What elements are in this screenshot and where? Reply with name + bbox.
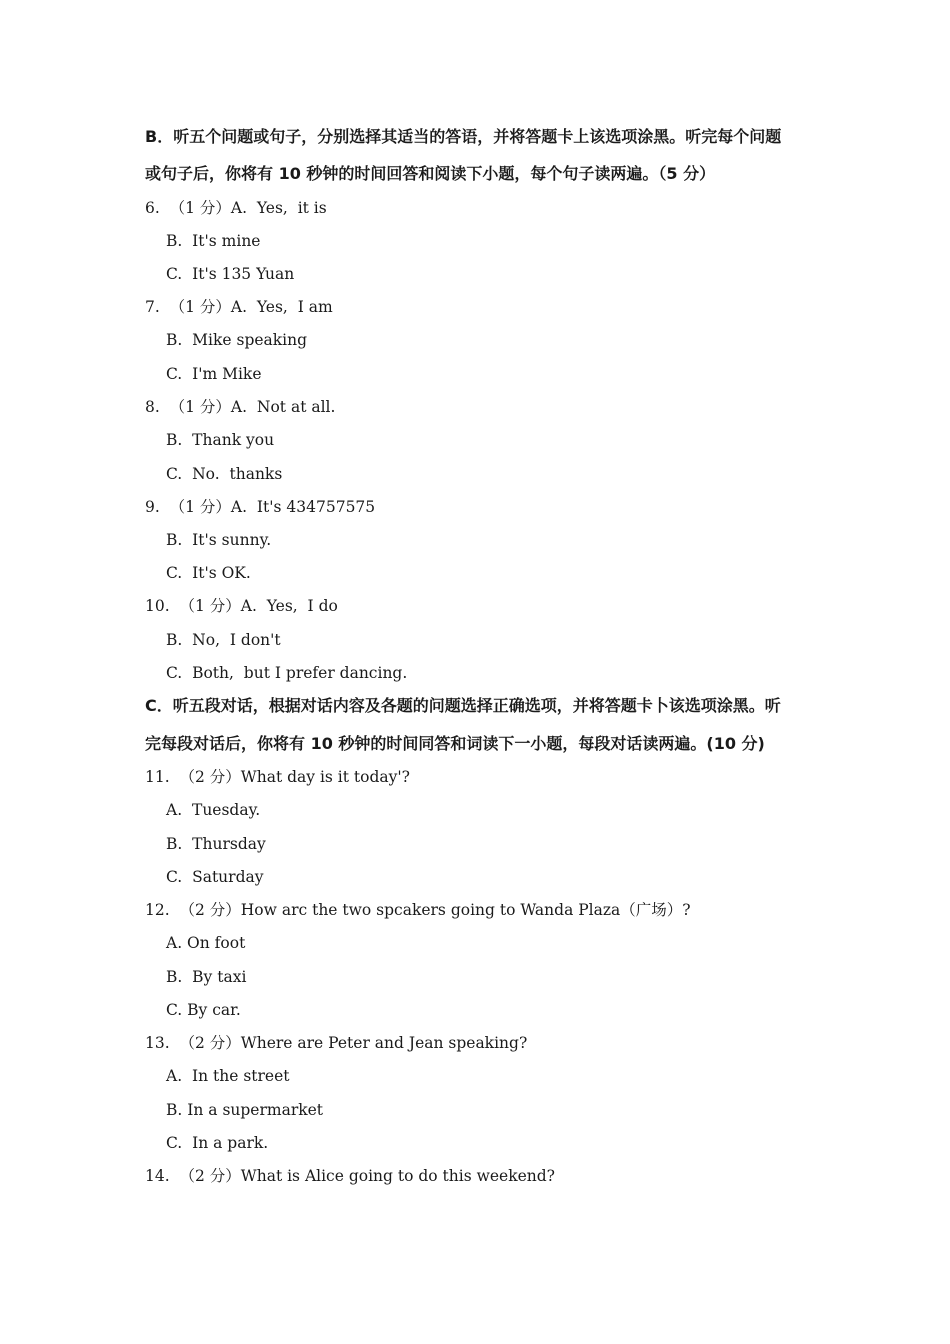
question-9-stem: 9. （1 分）A. It's 434757575 <box>145 498 376 516</box>
question-11-option-b: B. Thursday <box>166 835 266 853</box>
question-7-option-b: B. Mike speaking <box>166 331 308 349</box>
question-12-stem: 12. （2 分）How arc the two spcakers going to Wanda Plaza（广场）? <box>145 901 691 919</box>
question-8-stem: 8. （1 分）A. Not at all. <box>145 398 336 416</box>
question-6-option-b: B. It's mine <box>166 232 261 250</box>
question-13-option-b: B. In a supermarket <box>166 1101 324 1119</box>
question-8-option-c: C. No. thanks <box>166 465 283 483</box>
question-11-option-c: C. Saturday <box>166 868 264 886</box>
question-9-option-c: C. It's OK. <box>166 564 251 582</box>
question-6-stem: 6. （1 分）A. Yes, it is <box>145 199 327 217</box>
question-13-option-c: C. In a park. <box>166 1134 269 1152</box>
question-13-option-a: A. In the street <box>166 1067 290 1085</box>
question-10-option-c: C. Both, but I prefer dancing. <box>166 664 408 682</box>
question-12-option-a: A. On foot <box>166 934 246 952</box>
question-10-stem: 10. （1 分）A. Yes, I do <box>145 597 338 615</box>
question-11-stem: 11. （2 分）What day is it today'? <box>145 768 410 786</box>
question-7-stem: 7. （1 分）A. Yes, I am <box>145 298 333 316</box>
question-12-option-b: B. By taxi <box>166 968 247 986</box>
question-8-option-b: B. Thank you <box>166 431 275 449</box>
question-13-stem: 13. （2 分）Where are Peter and Jean speaking? <box>145 1034 528 1052</box>
question-10-option-b: B. No, I don't <box>166 631 281 649</box>
question-14-stem: 14. （2 分）What is Alice going to do this weekend? <box>145 1167 555 1185</box>
question-11-option-a: A. Tuesday. <box>166 801 261 819</box>
section-b-instruction-line-1: B．听五个问题或句子，分别选择其适当的答语，并将答题卡上该选项涂黑。听完每个问题 <box>145 127 782 146</box>
question-12-option-c: C. By car. <box>166 1001 241 1019</box>
question-7-option-c: C. I'm Mike <box>166 365 262 383</box>
question-6-option-c: C. It's 135 Yuan <box>166 265 295 283</box>
question-9-option-b: B. It's sunny. <box>166 531 272 549</box>
section-b-instruction-line-2: 或句子后，你将有 10 秒钟的时间回答和阅读下小题，每个句子读两遍。（5 分） <box>145 164 716 183</box>
section-c-instruction-line-1: C．听五段对话，根据对话内容及各题的问题选择正确选项，并将答题卡卜该选项涂黑。听 <box>145 696 781 715</box>
section-c-instruction-line-2: 完每段对话后，你将有 10 秒钟的时间同答和词读下一小题，每段对话读两遍。(10 分) <box>145 734 765 753</box>
